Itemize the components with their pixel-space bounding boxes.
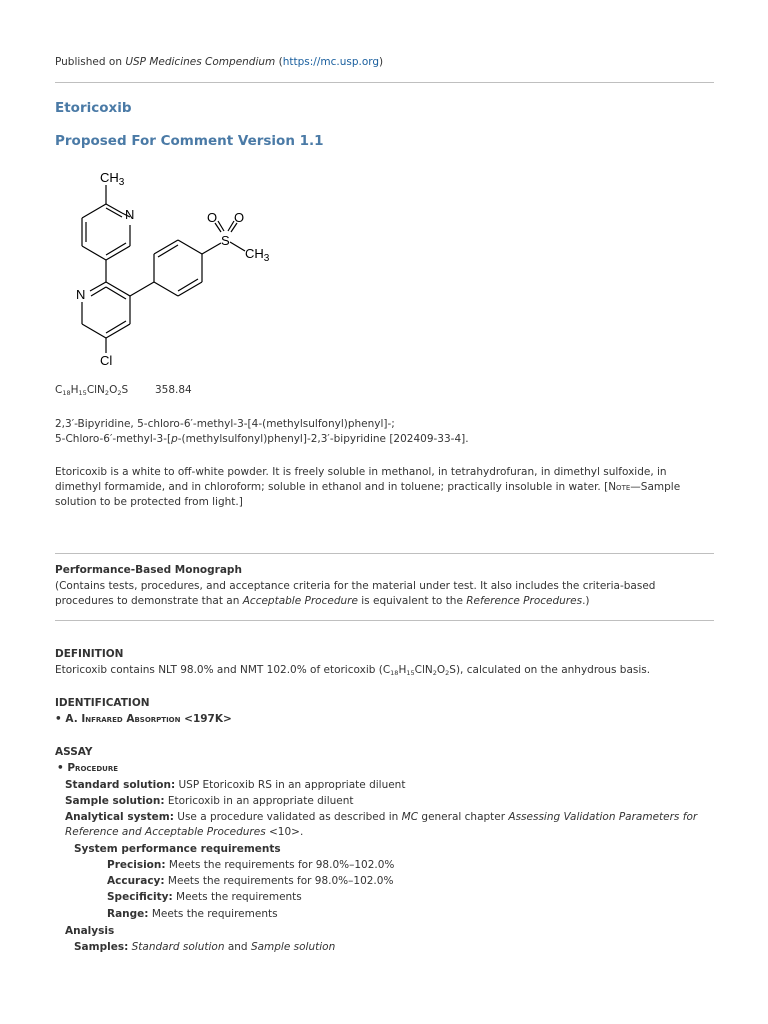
- sample-solution-line: Sample solution: Etoricoxib in an appropriate diluent: [65, 795, 354, 807]
- system-performance-heading: System performance requirements: [74, 843, 281, 855]
- analysis-heading: Analysis: [65, 925, 115, 937]
- publication-line: Published on USP Medicines Compendium (https://mc.usp.org): [55, 56, 384, 68]
- ch3-top-label: $CH_3$: [100, 170, 125, 188]
- note-label: Note: [608, 481, 631, 493]
- sulfur-label: S: [221, 233, 230, 248]
- precision-line: Precision: Meets the requirements for 98.0%–102.0%: [107, 859, 395, 871]
- performance-paragraph: (Contains tests, procedures, and acceptance criteria for the material under test. It also includes the criteria-based procedures to demonstrate that an Acceptable Procedure is equivalent to the Reference Procedures.): [55, 580, 656, 607]
- chlorine-label: Cl: [100, 353, 113, 368]
- compendium-link[interactable]: https://mc.usp.org: [282, 56, 380, 68]
- chemical-name-1: 2,3′-Bipyridine, 5-chloro-6′-methyl-3-[4-(methylsulfonyl)phenyl]-;: [55, 418, 395, 430]
- compendium-name: USP Medicines Compendium: [125, 56, 276, 68]
- oxygen-label-2: O: [234, 210, 245, 225]
- specificity-line: Specificity: Meets the requirements: [107, 891, 302, 903]
- assay-heading: ASSAY: [55, 746, 93, 758]
- identification-item: • A. Infrared Absorption <197K>: [55, 713, 232, 725]
- description-paragraph: Etoricoxib is a white to off-white powder. It is freely soluble in methanol, in tetrahydrofuran, in dimethyl sulfoxide, in dimethyl formamide, and in chloroform; soluble in ethanol and in toluene; practically insoluble in water. [Note—Sample solution to be protected from light.]: [55, 466, 681, 508]
- divider: [55, 620, 714, 621]
- definition-heading: DEFINITION: [55, 648, 124, 660]
- molecular-weight: 358.84: [155, 384, 192, 396]
- range-line: Range: Meets the requirements: [107, 908, 278, 920]
- page-title: Etoricoxib: [55, 100, 132, 116]
- performance-heading: Performance-Based Monograph: [55, 564, 242, 576]
- procedure-heading: • Procedure: [57, 762, 118, 774]
- chemical-structure: [55, 165, 285, 375]
- definition-text: Etoricoxib contains NLT 98.0% and NMT 102.0% of etoricoxib $(C_{18}H_{15}ClN_2O_2S)$, calculated on the anhydrous basis.: [55, 664, 651, 677]
- standard-solution-line: Standard solution: USP Etoricoxib RS in an appropriate diluent: [65, 779, 406, 791]
- samples-line: Samples: Standard solution and Sample solution: [74, 941, 336, 953]
- accuracy-line: Accuracy: Meets the requirements for 98.0%–102.0%: [107, 875, 394, 887]
- identification-heading: IDENTIFICATION: [55, 697, 150, 709]
- n-top-label: N: [125, 207, 135, 222]
- ch3-right-label: $CH_3$: [245, 246, 270, 264]
- structure-bonds: [82, 185, 245, 353]
- chemical-name-2: 5-Chloro-6′-methyl-3-[p-(methylsulfonyl)phenyl]-2,3′-bipyridine [202409-33-4].: [55, 433, 469, 445]
- n-left-label: N: [76, 287, 86, 302]
- divider: [55, 553, 714, 554]
- molecular-formula: $C_{18}H_{15}ClN_2O_2S$: [55, 384, 129, 397]
- oxygen-label-1: O: [207, 210, 218, 225]
- page-subtitle: Proposed For Comment Version 1.1: [55, 133, 324, 149]
- divider: [55, 82, 714, 83]
- analytical-system-line: Analytical system: Use a procedure validated as described in MC general chapter Assessing Validation Parameters for Reference and Acceptable Procedures <10>.: [65, 811, 698, 838]
